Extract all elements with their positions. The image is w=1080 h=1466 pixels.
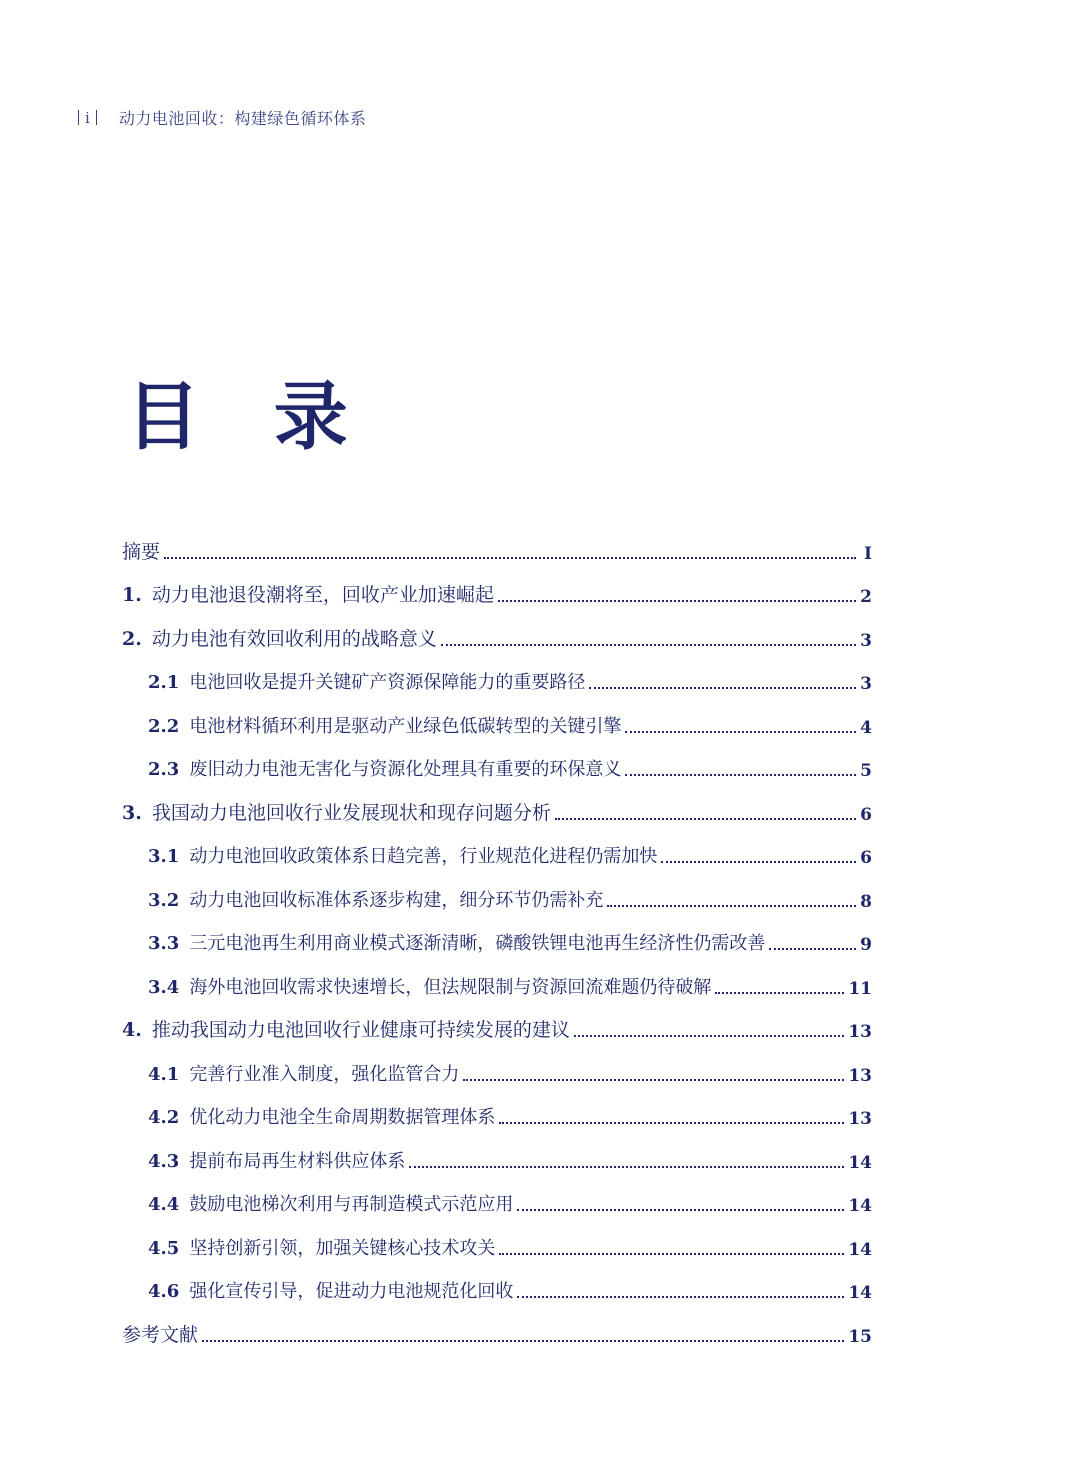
toc-entry-page: 14 bbox=[848, 1196, 872, 1216]
toc-entry-text: 电池回收是提升关键矿产资源保障能力的重要路径 bbox=[189, 672, 586, 693]
toc-entry-number: 2.3 bbox=[148, 759, 180, 780]
toc-entry-text: 推动我国动力电池回收行业健康可持续发展的建议 bbox=[151, 1019, 570, 1041]
toc-entry-label bbox=[122, 537, 160, 564]
dot-leader bbox=[769, 948, 856, 950]
dot-leader bbox=[409, 1166, 844, 1168]
toc-entry-label bbox=[148, 842, 657, 868]
dot-leader bbox=[589, 687, 856, 689]
toc-entry-text: 三元电池再生利用商业模式逐渐清晰，磷酸铁锂电池再生经济性仍需改善 bbox=[189, 933, 766, 954]
toc-entry-number: 4.3 bbox=[148, 1150, 180, 1172]
toc-entry[interactable] bbox=[122, 825, 872, 869]
toc-entry[interactable] bbox=[122, 694, 872, 738]
toc-entry-number: 3.2 bbox=[148, 889, 180, 911]
toc-entry-page: 3 bbox=[860, 674, 872, 694]
toc-entry-label bbox=[148, 1060, 459, 1086]
dot-leader bbox=[164, 557, 856, 559]
dot-leader bbox=[715, 992, 844, 994]
toc-entry-page: 15 bbox=[848, 1326, 872, 1347]
toc-entry-text: 动力电池回收标准体系逐步构建，细分环节仍需补充 bbox=[189, 889, 604, 911]
toc-entry-number: 1. bbox=[122, 584, 142, 606]
toc-entry-text: 优化动力电池全生命周期数据管理体系 bbox=[189, 1107, 496, 1128]
toc-entry-number: 2. bbox=[122, 627, 142, 650]
toc-entry-label bbox=[122, 798, 551, 825]
toc-heading: 目 录 bbox=[126, 374, 372, 460]
dot-leader bbox=[555, 818, 856, 820]
toc-entry-text: 海外电池回收需求快速增长，但法规限制与资源回流难题仍待破解 bbox=[189, 976, 712, 998]
toc-entry-label bbox=[122, 1320, 198, 1347]
toc-entry-page: 3 bbox=[860, 630, 872, 651]
toc-entry-text: 动力电池回收政策体系日趋完善，行业规范化进程仍需加快 bbox=[189, 846, 658, 867]
toc-entry-text: 参考文献 bbox=[122, 1323, 199, 1346]
toc-entry-text: 废旧动力电池无害化与资源化处理具有重要的环保意义 bbox=[189, 759, 622, 780]
toc-entry-label bbox=[148, 755, 621, 781]
toc-entry-label bbox=[148, 1103, 495, 1129]
dot-leader bbox=[463, 1079, 844, 1081]
toc-entry-number: 3. bbox=[122, 801, 142, 824]
toc-entry[interactable] bbox=[122, 607, 872, 651]
toc-entry-text: 坚持创新引领，加强关键核心技术攻关 bbox=[189, 1237, 496, 1259]
toc-entry[interactable] bbox=[122, 781, 872, 825]
toc-entry-number: 2.1 bbox=[148, 672, 180, 693]
toc-entry-text: 我国动力电池回收行业发展现状和现存问题分析 bbox=[151, 801, 551, 824]
toc-entry[interactable] bbox=[122, 868, 872, 912]
toc-entry[interactable] bbox=[122, 1173, 872, 1217]
toc-entry-label bbox=[148, 1277, 513, 1303]
toc-entry-number: 4.1 bbox=[148, 1063, 180, 1085]
toc-entry-text: 强化宣传引导，促进动力电池规范化回收 bbox=[189, 1281, 514, 1302]
toc-entry-page: 8 bbox=[860, 891, 872, 912]
toc-entry[interactable] bbox=[122, 738, 872, 782]
page-number-text: i bbox=[85, 108, 90, 127]
toc-entry-page: 2 bbox=[860, 587, 872, 607]
dot-leader bbox=[499, 1122, 844, 1124]
toc-entry[interactable] bbox=[122, 520, 872, 564]
toc-entry-page: 14 bbox=[848, 1283, 872, 1303]
toc-entry-text: 完善行业准入制度，强化监管合力 bbox=[189, 1063, 460, 1085]
dot-leader bbox=[499, 1253, 844, 1255]
toc-entry-label bbox=[148, 886, 603, 912]
toc-entry-text: 电池材料循环利用是驱动产业绿色低碳转型的关键引擎 bbox=[189, 715, 622, 737]
toc-entry-label bbox=[148, 929, 765, 955]
toc-entry-number: 3.4 bbox=[148, 976, 180, 998]
toc-entry[interactable] bbox=[122, 912, 872, 956]
dot-leader bbox=[498, 600, 856, 602]
toc-entry[interactable] bbox=[122, 1086, 872, 1130]
dot-leader bbox=[607, 905, 856, 907]
toc-entry-label bbox=[122, 580, 494, 607]
toc-entry-text: 鼓励电池梯次利用与再制造模式示范应用 bbox=[189, 1194, 514, 1215]
toc-entry[interactable] bbox=[122, 651, 872, 695]
toc-entry[interactable] bbox=[122, 955, 872, 999]
toc-entry[interactable] bbox=[122, 1129, 872, 1173]
toc-entry-number: 4.4 bbox=[148, 1194, 180, 1215]
toc-entry-number: 4.2 bbox=[148, 1107, 180, 1128]
divider bbox=[96, 110, 97, 125]
toc-entry-page: 13 bbox=[848, 1065, 872, 1086]
toc-entry-label bbox=[148, 1190, 513, 1216]
toc-entry-number: 4.5 bbox=[148, 1237, 180, 1259]
toc-entry-label bbox=[122, 1015, 570, 1042]
toc-entry-page: 13 bbox=[848, 1022, 872, 1042]
document-title: 动力电池回收：构建绿色循环体系 bbox=[118, 109, 367, 128]
toc-entry[interactable] bbox=[122, 1260, 872, 1304]
toc-entry-text: 动力电池有效回收利用的战略意义 bbox=[151, 627, 437, 650]
dot-leader bbox=[625, 774, 856, 776]
dot-leader bbox=[517, 1209, 844, 1211]
toc-entry[interactable] bbox=[122, 1216, 872, 1260]
dot-leader bbox=[441, 644, 856, 646]
toc-entry-page: 4 bbox=[860, 717, 872, 738]
page-number bbox=[78, 109, 97, 127]
toc-entry-label bbox=[148, 973, 711, 999]
toc-entry-page: 11 bbox=[848, 978, 872, 999]
toc-entry-page: 9 bbox=[860, 935, 872, 955]
dot-leader bbox=[202, 1340, 844, 1342]
running-header bbox=[78, 106, 366, 129]
dot-leader bbox=[661, 861, 856, 863]
toc-entry-label bbox=[148, 1147, 405, 1173]
toc-entry-text: 摘要 bbox=[122, 540, 161, 563]
toc-entry-page: 6 bbox=[860, 804, 872, 825]
toc-entry-text: 提前布局再生材料供应体系 bbox=[189, 1150, 406, 1172]
toc-entry[interactable] bbox=[122, 564, 872, 608]
toc-entry-label bbox=[148, 1234, 495, 1260]
dot-leader bbox=[625, 731, 856, 733]
toc-entry-page: 14 bbox=[848, 1152, 872, 1173]
toc-entry[interactable] bbox=[122, 999, 872, 1043]
dot-leader bbox=[517, 1296, 844, 1298]
toc-entry-page: 5 bbox=[860, 761, 872, 781]
toc-entry-number: 3.3 bbox=[148, 933, 180, 954]
toc-entry[interactable] bbox=[122, 1303, 872, 1347]
divider bbox=[78, 110, 79, 125]
toc-entry[interactable] bbox=[122, 1042, 872, 1086]
table-of-contents bbox=[122, 520, 872, 1347]
toc-entry-label bbox=[148, 668, 585, 694]
toc-entry-page: 14 bbox=[848, 1239, 872, 1260]
toc-entry-number: 4. bbox=[122, 1019, 142, 1041]
toc-entry-page: I bbox=[864, 543, 872, 564]
toc-entry-number: 2.2 bbox=[148, 715, 180, 737]
dot-leader bbox=[574, 1035, 844, 1037]
toc-entry-number: 4.6 bbox=[148, 1281, 180, 1302]
toc-entry-page: 13 bbox=[848, 1109, 872, 1129]
toc-entry-label bbox=[122, 624, 437, 651]
toc-entry-text: 动力电池退役潮将至，回收产业加速崛起 bbox=[151, 584, 494, 606]
toc-entry-number: 3.1 bbox=[148, 846, 180, 867]
toc-entry-label bbox=[148, 712, 621, 738]
toc-entry-page: 6 bbox=[860, 848, 872, 868]
